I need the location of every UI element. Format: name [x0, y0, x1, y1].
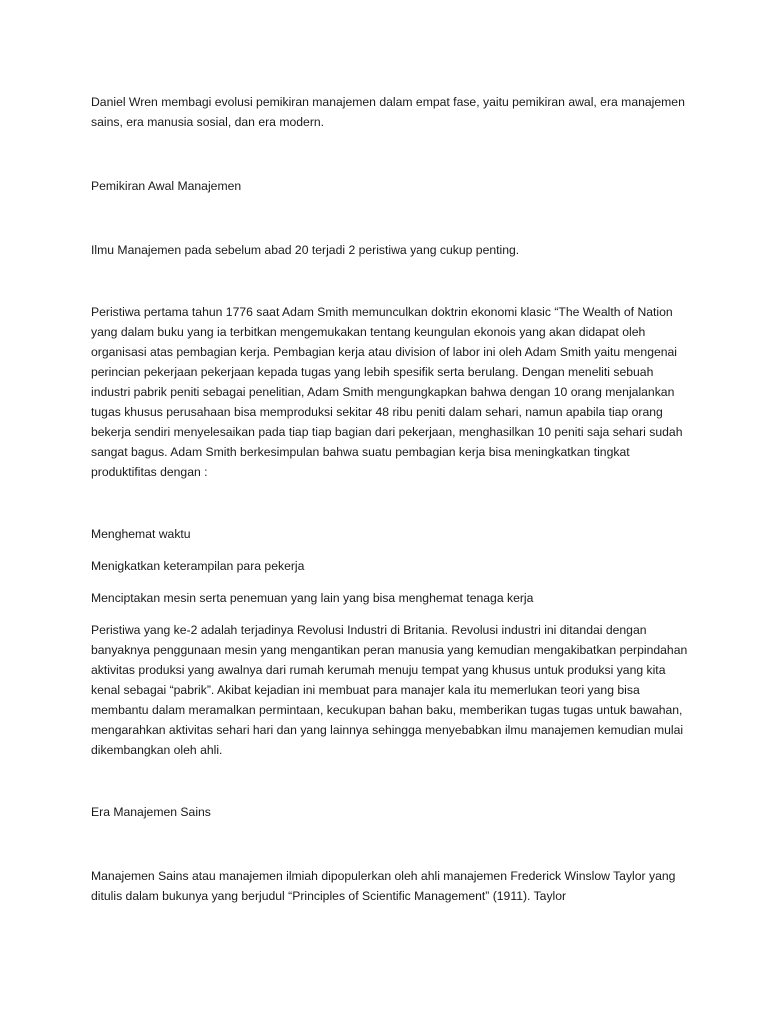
heading-pemikiran-awal: Pemikiran Awal Manajemen — [91, 179, 242, 193]
document-body — [91, 92, 691, 906]
paragraph-two-events: Ilmu Manajemen pada sebelum abad 20 terjadi 2 peristiwa yang cukup penting. — [91, 243, 520, 257]
paragraph-revolusi-industri: Peristiwa yang ke-2 adalah terjadinya Revolusi Industri di Britania. Revolusi industri ini ditandai dengan banyaknya penggunaan mesin yang mengantikan peran manusia yang kemudian mengakibatkan perpindahan aktivitas produksi yang awalnya dari rumah kerumah menuju tempat yang khusus untuk produksi yang kita kenal sebagai “pabrik”. Akibat kejadian ini membuat para manajer kala itu memerlukan teori yang bisa membantu dalam meramalkan permintaan, kecukupan bahan baku, memberikan tugas tugas untuk bawahan, mengarahkan aktivitas sehari hari dan yang lainnya sehingga menyebabkan ilmu manajemen kemudian mulai dikembangkan oleh ahli. — [91, 623, 688, 757]
heading-era-manajemen-sains: Era Manajemen Sains — [91, 805, 211, 819]
paragraph-adam-smith: Peristiwa pertama tahun 1776 saat Adam Smith memunculkan doktrin ekonomi klasic “The Wealth of Nation yang dalam buku yang ia terbitkan mengemukakan tentang keungulan ekonois yang akan didapat oleh organisasi atas pembagian kerja. Pembagian kerja atau division of labor ini oleh Adam Smith yaitu mengenai perincian pekerjaan pekerjaan kepada tugas yang lebih spesifik serta berulang. Dengan meneliti sebuah industri pabrik peniti sebagai penelitian, Adam Smith mengungkapkan bahwa dengan 10 orang menjalankan tugas khusus perusahaan bisa memproduksi sekitar 48 ribu peniti dalam sehari, namun apabila tiap orang bekerja sendiri menyelesaikan pada tiap tiap bagian dari pekerjaan, menghasilkan 10 peniti saja sehari sudah sangat bagus. Adam Smith berkesimpulan bahwa suatu pembagian kerja bisa meningkatkan tingkat produktifitas dengan : — [91, 305, 683, 479]
intro-paragraph: Daniel Wren membagi evolusi pemikiran manajemen dalam empat fase, yaitu pemikiran awal, era manajemen sains, era manusia sosial, dan era modern. — [91, 95, 685, 129]
list-item-menghemat-waktu: Menghemat waktu — [91, 527, 191, 541]
list-item-keterampilan: Menigkatkan keterampilan para pekerja — [91, 559, 305, 573]
list-item-mesin: Menciptakan mesin serta penemuan yang lain yang bisa menghemat tenaga kerja — [91, 591, 534, 605]
paragraph-manajemen-sains: Manajemen Sains atau manajemen ilmiah dipopulerkan oleh ahli manajemen Frederick Winslow Taylor yang ditulis dalam bukunya yang berjudul “Principles of Scientific Management” (1911). Taylor — [91, 869, 676, 903]
